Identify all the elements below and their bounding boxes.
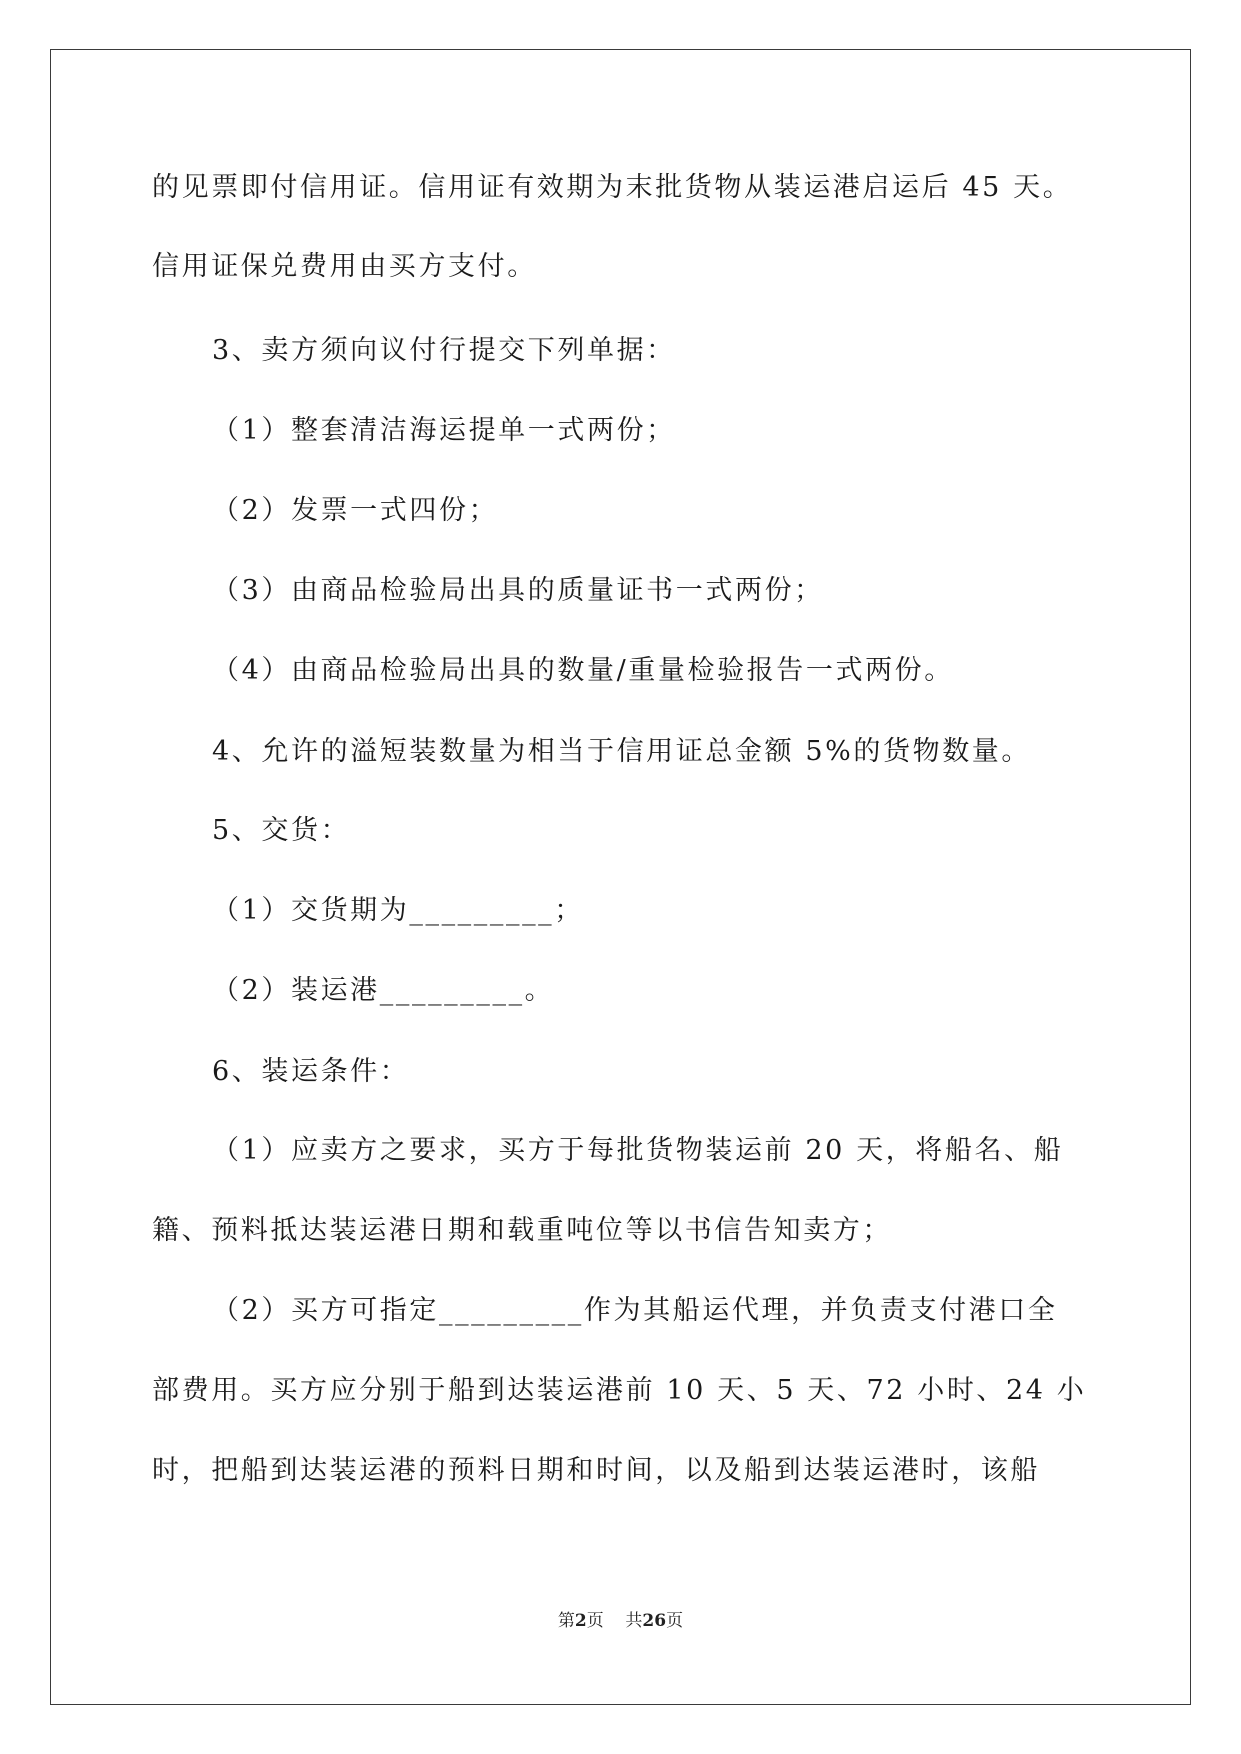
list-item: （1）应卖方之要求，买方于每批货物装运前 20 天，将船名、船 (212, 1135, 1064, 1166)
list-item: （2）发票一式四份； (212, 495, 499, 526)
page-number: 2 (574, 1611, 587, 1631)
clause-heading: 6、装运条件： (212, 1056, 410, 1087)
text-line: 信用证保兑费用由买方支付。 (152, 251, 537, 282)
text-line: 的见票即付信用证。信用证有效期为末批货物从装运港启运后 45 天。 (152, 172, 1073, 203)
list-item: （1）整套清洁海运提单一式两份； (212, 415, 676, 446)
footer-total-prefix: 共 (625, 1611, 643, 1631)
total-pages: 26 (642, 1611, 667, 1631)
list-item: （1）交货期为_________； (212, 895, 584, 926)
clause-heading: 3、卖方须向议付行提交下列单据： (212, 335, 676, 366)
footer-page-suffix: 页 (586, 1611, 604, 1631)
text-line: 部费用。买方应分别于船到达装运港前 10 天、5 天、72 小时、24 小 (152, 1375, 1087, 1406)
clause-heading: 4、允许的溢短装数量为相当于信用证总金额 5%的货物数量。 (212, 736, 1031, 767)
text-line: 时，把船到达装运港的预料日期和时间，以及船到达装运港时，该船 (152, 1455, 1040, 1486)
list-item: （3）由商品检验局出具的质量证书一式两份； (212, 575, 824, 606)
text-line: 籍、预料抵达装运港日期和载重吨位等以书信告知卖方； (152, 1215, 892, 1246)
list-item: （2）买方可指定_________作为其船运代理，并负责支付港口全 (212, 1295, 1058, 1326)
list-item: （4）由商品检验局出具的数量/重量检验报告一式两份。 (212, 655, 954, 686)
footer-total-suffix: 页 (666, 1611, 684, 1631)
list-item: （2）装运港_________。 (212, 975, 555, 1006)
footer-prefix: 第 (557, 1611, 575, 1631)
clause-heading: 5、交货： (212, 815, 351, 846)
page-footer (0, 1610, 1241, 1632)
